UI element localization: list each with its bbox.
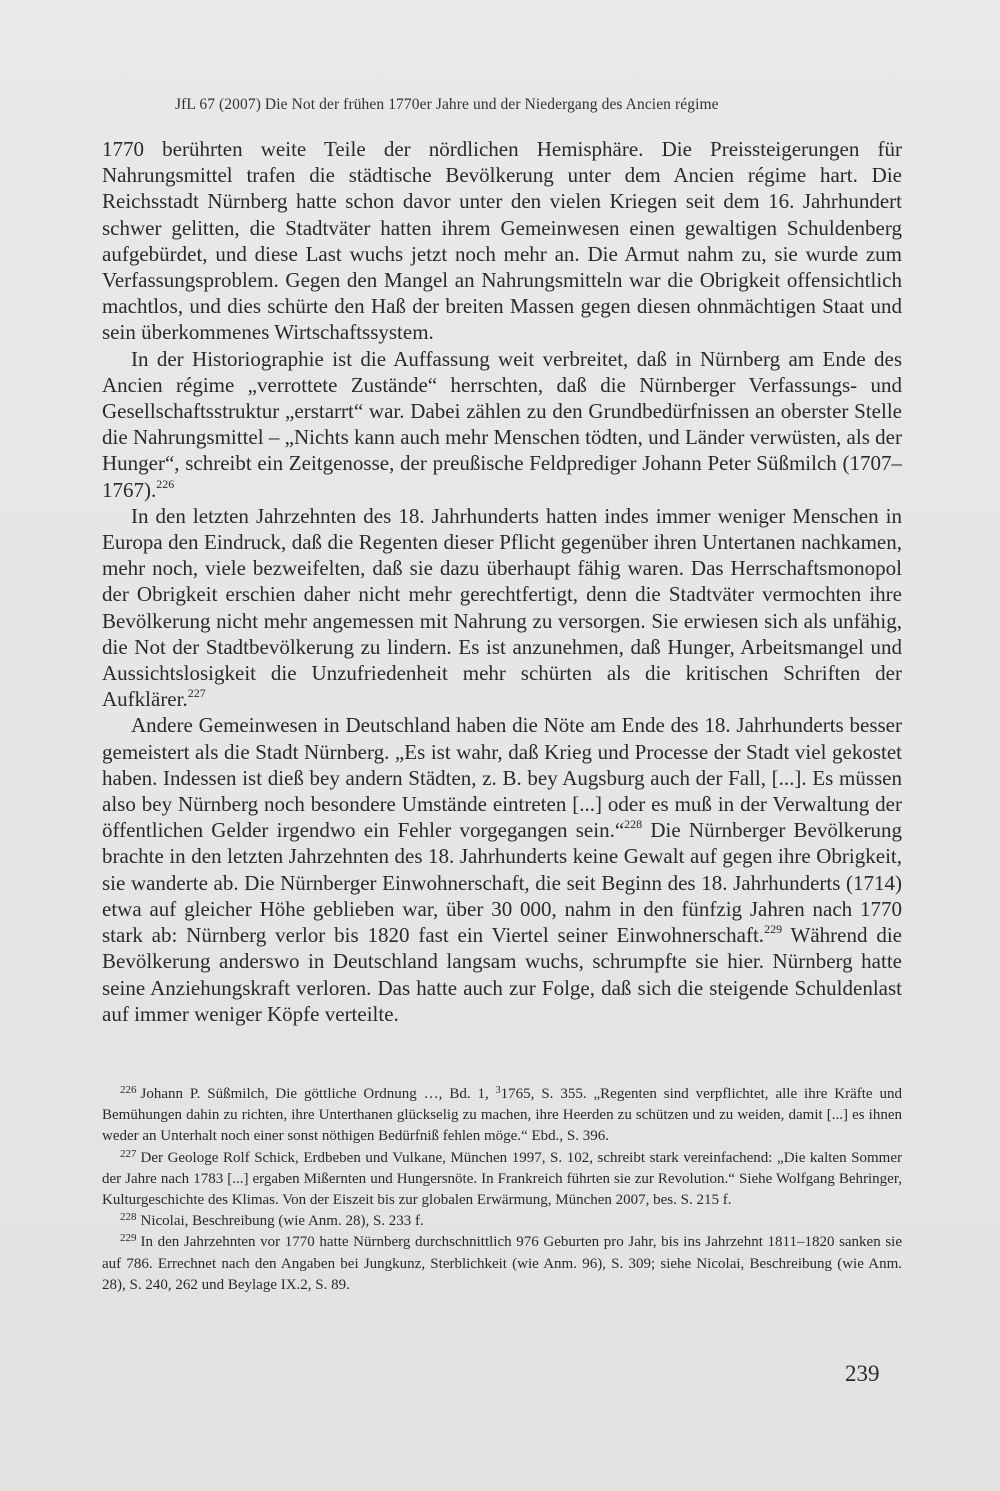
paragraph-1 (102, 136, 902, 346)
edition-superscript: 3 (495, 1085, 501, 1096)
footnote-text: Johann P. Süßmilch, Die göttliche Ordnung …, Bd. 1, (140, 1086, 496, 1102)
running-head: JfL 67 (2007) Die Not der frühen 1770er Jahre und der Niedergang des Ancien régime (175, 96, 719, 113)
paragraph-text: 1770 berührten weite Teile der nördlichen Hemisphäre. Die Preissteigerungen für Nahrungsmittel trafen die städtische Bevölkerung unter dem Ancien régime hart. Die Reichsstadt Nürnberg hatte schon davor unter den vielen Kriegen seit dem 16. Jahrhundert schwer gelitten, die Stadtväter hatten ihrem Gemeinwesen einen gewaltigen Schuldenberg aufgebürdet, und diese Last wuchs jetzt noch mehr an. Die Armut nahm zu, sie wurde zum Verfassungsproblem. Gegen den Mangel an Nahrungsmitteln war die Obrigkeit offensichtlich machtlos, und dies schürte den Haß der breiten Massen gegen diesen ohnmächtigen Staat und sein überkommenes Wirtschaftssystem. (102, 137, 902, 345)
footnote-text: Nicolai, Beschreibung (wie Anm. 28), S. 233 f. (140, 1213, 424, 1230)
footnote-text: 1765, S. 355. „Regenten sind verpflichtet, alle ihre Kräfte und Bemühungen dahin zu richten, ihre Unterthanen glückselig zu machen, ihre Heerden zu schützen und zu weiden, damit [...] es ihnen weder an Unterhalt noch einer sonst nöthigen Bedürfniß fehlen möge.“ Ebd., S. 396. (102, 1086, 902, 1145)
footnote-ref-229: 229 (764, 922, 783, 937)
paragraph-3 (102, 503, 902, 713)
footnote-ref-227: 227 (187, 686, 206, 701)
footnote-ref-228: 228 (624, 817, 643, 832)
paragraph-text: In den letzten Jahrzehnten des 18. Jahrhunderts hatten indes immer weniger Menschen in Europa den Eindruck, daß die Regenten dieser Pflicht gegenüber ihren Untertanen nachkamen, mehr noch, viele bezweifelten, daß sie dazu überhaupt fähig waren. Das Herrschaftsmonopol der Obrigkeit erschien daher nicht mehr gerechtfertigt, denn die Stadtväter vermochten ihre Bevölkerung nicht mehr angemessen mit Nahrung zu versorgen. Sie erwiesen sich als unfähig, die Not der Stadtbevölkerung zu lindern. Es ist anzunehmen, daß Hunger, Arbeitsmangel und Aussichtslosigkeit die Unzufriedenheit mehr schürten als die kritischen Schriften der Aufklärer. (102, 503, 902, 712)
footnote-number: 228 (120, 1211, 137, 1224)
footnote-227 (102, 1148, 902, 1212)
paragraph-text: Andere Gemeinwesen in Deutschland haben die Nöte am Ende des 18. Jahrhunderts besser gemeistert als die Stadt Nürnberg. „Es ist wahr, daß Krieg und Processe der Stadt viel gekostet haben. Indessen ist dieß bey andern Städten, z. B. bey Augsburg auch der Fall, [...]. Es müssen also bey Nürnberg noch besondere Umstände eintreten [...] oder es muß in der Verwaltung der öffentlichen Gelder irgendwo ein Fehler vorgegangen sein.“ (102, 713, 902, 843)
footnote-number: 227 (120, 1147, 137, 1160)
paragraph-text: In der Historiographie ist die Auffassung weit verbreitet, daß in Nürnberg am Ende des Ancien régime „verrottete Zustände“ herrschten, daß die Nürnberger Verfassungs- und Gesellschaftsstruktur „erstarrt“ war. Dabei zählen zu den Grundbedürfnissen an oberster Stelle die Nahrungsmittel – „Nichts kann auch mehr Menschen tödten, und Länder verwüsten, als der Hunger“, schreibt ein Zeitgenosse, der preußische Feldprediger Johann Peter Süßmilch (1707–1767). (102, 346, 902, 502)
paragraph-text: Die Nürnberger Bevölkerung brachte in den letzten Jahrzehnten des 18. Jahrhunderts keine Gewalt auf gegen ihre Obrigkeit, sie wanderte ab. Die Nürnberger Einwohnerschaft, die seit Beginn des 18. Jahrhunderts (1714) etwa auf gleicher Höhe geblieben war, über 30 000, nahm in den fünfzig Jahren nach 1770 stark ab: Nürnberg verlor bis 1820 fast ein Viertel seiner Einwohnerschaft. (102, 818, 902, 948)
footnote-text: In den Jahrzehnten vor 1770 hatte Nürnberg durchschnittlich 976 Geburten pro Jahr, bis ins Jahrzehnt 1811–1820 sanken sie auf 786. Errechnet nach den Angaben bei Jungkunz, Sterblichkeit (wie Anm. 96), S. 309; siehe Nicolai, Beschreibung (wie Anm. 28), S. 240, 262 und Beylage IX.2, S. 89. (102, 1234, 902, 1293)
footnote-226 (102, 1084, 902, 1148)
footnote-number: 229 (120, 1232, 137, 1245)
paragraph-text: Während die Bevölkerung anderswo in Deutschland langsam wuchs, schrumpfte sie hier. Nürnberg hatte seine Anziehungskraft verloren. Das hatte auch zur Folge, daß sich die steigende Schuldenlast auf immer weniger Köpfe verteilte. (102, 923, 902, 1026)
footnote-229 (102, 1232, 902, 1296)
footnote-ref-226: 226 (156, 476, 175, 491)
footnote-text: Der Geologe Rolf Schick, Erdbeben und Vulkane, München 1997, S. 102, schreibt stark vereinfachend: „Die kalten Sommer der Jahre nach 1783 [...] ergaben Mißernten und Hungersnöte. In Frankreich führten sie zur Revolution.“ Siehe Wolfgang Behringer, Kulturgeschichte des Klimas. Von der Eiszeit bis zur globalen Erwärmung, München 2007, bes. S. 215 f. (102, 1149, 902, 1209)
main-text (102, 136, 902, 1027)
paragraph-4 (102, 712, 902, 1026)
page-number: 239 (845, 1361, 880, 1386)
footnote-number: 226 (120, 1084, 137, 1096)
footnote-228 (102, 1211, 902, 1232)
footnotes (102, 1084, 902, 1296)
paragraph-2 (102, 346, 902, 503)
